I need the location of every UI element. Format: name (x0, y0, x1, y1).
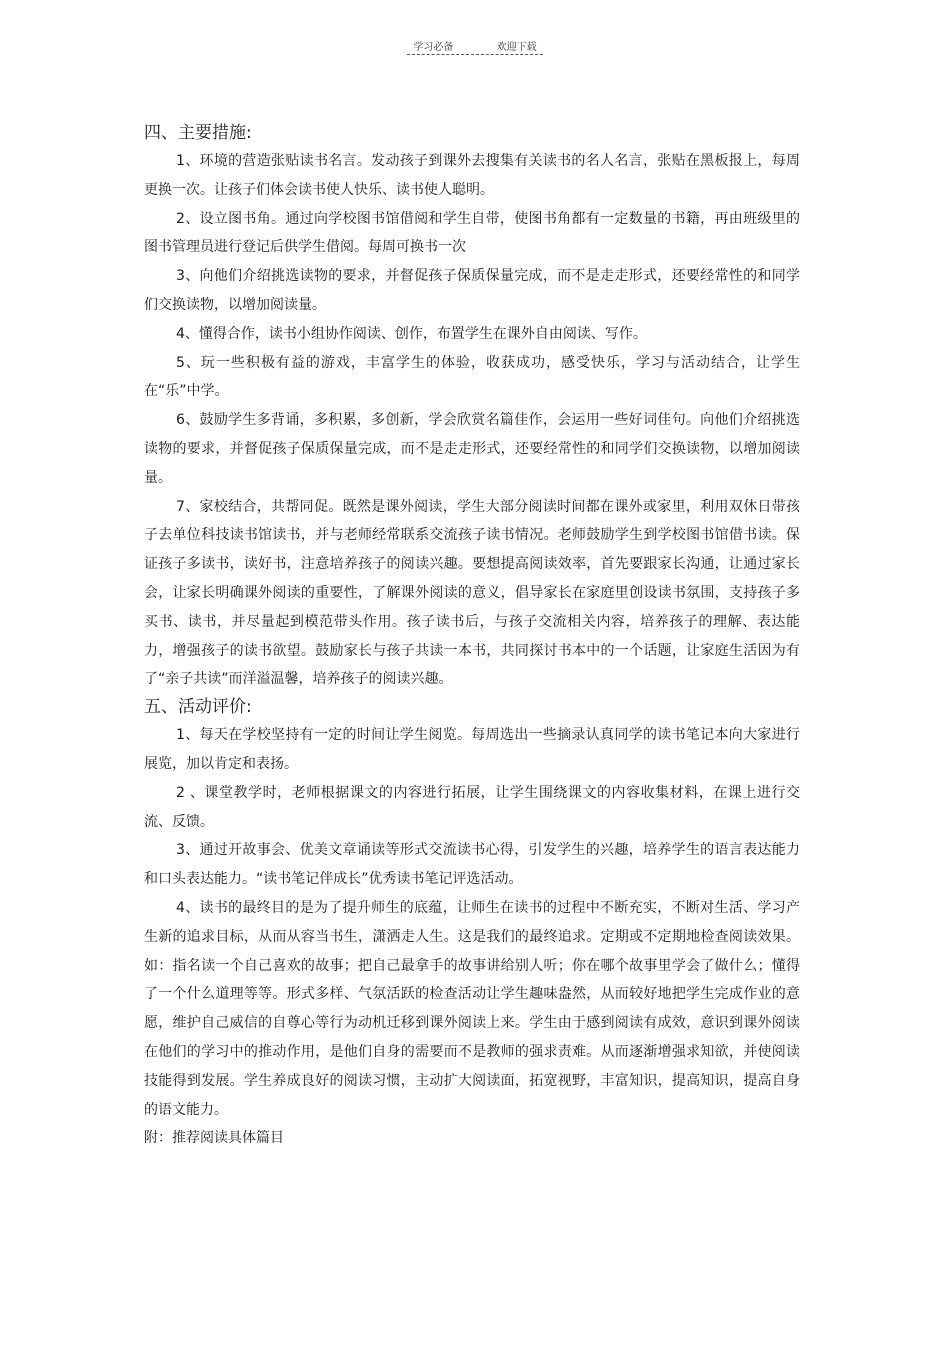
measure-item: 1、环境的营造张贴读书名言。发动孩子到课外去搜集有关读书的名人名言，张贴在黑板报上，每周更换一次。让孩子们体会读书使人快乐、读书使人聪明。 (144, 153, 800, 198)
appendix-note: 附：推荐阅读具体篇目 (144, 1130, 284, 1147)
evaluation-item: 3、通过开故事会、优美文章诵读等形式交流读书心得，引发学生的兴趣，培养学生的语言表达能力和口头表达能力。“读书笔记伴成长”优秀读书笔记评选活动。 (144, 842, 800, 888)
evaluation-item: 1、每天在学校坚持有一定的时间让学生阅览。每周选出一些摘录认真同学的读书笔记本向大家进行展览，加以肯定和表扬。 (144, 727, 800, 772)
page-header (0, 38, 950, 53)
measure-item: 2、设立图书角。通过向学校图书馆借阅和学生自带，使图书角都有一定数量的书籍，再由班级里的图书管理员进行登记后供学生借阅。每周可换书一次 (144, 210, 800, 256)
section-title-evaluation: 五、活动评价: (144, 697, 252, 718)
section-title-measures: 四、主要措施: (144, 123, 252, 143)
measure-item: 7、家校结合，共帮同促。既然是课外阅读，学生大部分阅读时间都在课外或家里，利用双休日带孩子去单位科技读书馆读书，并与老师经常联系交流孩子读书情况。老师鼓励学生到学校图书馆借书读。保证孩子多读书，读好书，注意培养孩子的阅读兴趣。要想提高阅读效率，首先要跟家长沟通，让通过家长会，让家长明确课外阅读的重要性，了解课外阅读的意义，倡导家长在家庭里创设读书氛围，支持孩子多买书、读书，并尽量起到模范带头作用。孩子读书后，与孩子交流相关内容，培养孩子的理解、表达能力，增强孩子的读书欲望。鼓励家长与孩子共读一本书，共同探讨书本中的一个话题，让家庭生活因为有了“亲子共读”而洋溢温馨，培养孩子的阅读兴趣。 (144, 498, 800, 688)
measure-item: 6、鼓励学生多背诵，多积累，多创新，学会欣赏名篇佳作，会运用一些好词佳句。向他们介绍挑选读物的要求，并督促孩子保质保量完成，而不是走走形式，还要经常性的和同学们交换读物，以增加阅读量。 (144, 412, 800, 486)
measure-item: 5、玩一些积极有益的游戏，丰富学生的体验，收获成功，感受快乐，学习与活动结合，让学生在“乐”中学。 (144, 354, 800, 400)
measure-item: 4、懂得合作，读书小组协作阅读、创作，布置学生在课外自由阅读、写作。 (176, 325, 647, 342)
evaluation-item: 2 、课堂教学时，老师根据课文的内容进行拓展，让学生围绕课文的内容收集材料，在课上进行交流、反馈。 (144, 784, 800, 830)
document-body (144, 120, 800, 1153)
header-right-text: 欢迎下载 (496, 42, 537, 53)
header-divider (407, 54, 543, 55)
header-left-text: 学习必备 (413, 42, 454, 53)
measure-item: 3、向他们介绍挑选读物的要求，并督促孩子保质保量完成，而不是走走形式，还要经常性的和同学们交换读物，以增加阅读量。 (144, 268, 800, 313)
evaluation-item: 4、读书的最终目的是为了提升师生的底蕴，让师生在读书的过程中不断充实，不断对生活、学习产生新的追求目标，从而从容当书生，潇洒走人生。这是我们的最终追求。定期或不定期地检查阅读效果。如：指名读一个自己喜欢的故事；把自己最拿手的故事讲给别人听；你在哪个故事里学会了做什么；懂得了一个什么道理等等。形式多样、气氛活跃的检查活动让学生趣味盎然，从而较好地把学生完成作业的意愿，维护自己威信的自尊心等行为动机迁移到课外阅读上来。学生由于感到阅读有成效，意识到课外阅读在他们的学习中的推动作用，是他们自身的需要而不是教师的强求责难。从而逐渐增强求知欲，并使阅读技能得到发展。学生养成良好的阅读习惯，主动扩大阅读面，拓宽视野，丰富知识，提高知识，提高自身的语文能力。 (144, 899, 800, 1118)
